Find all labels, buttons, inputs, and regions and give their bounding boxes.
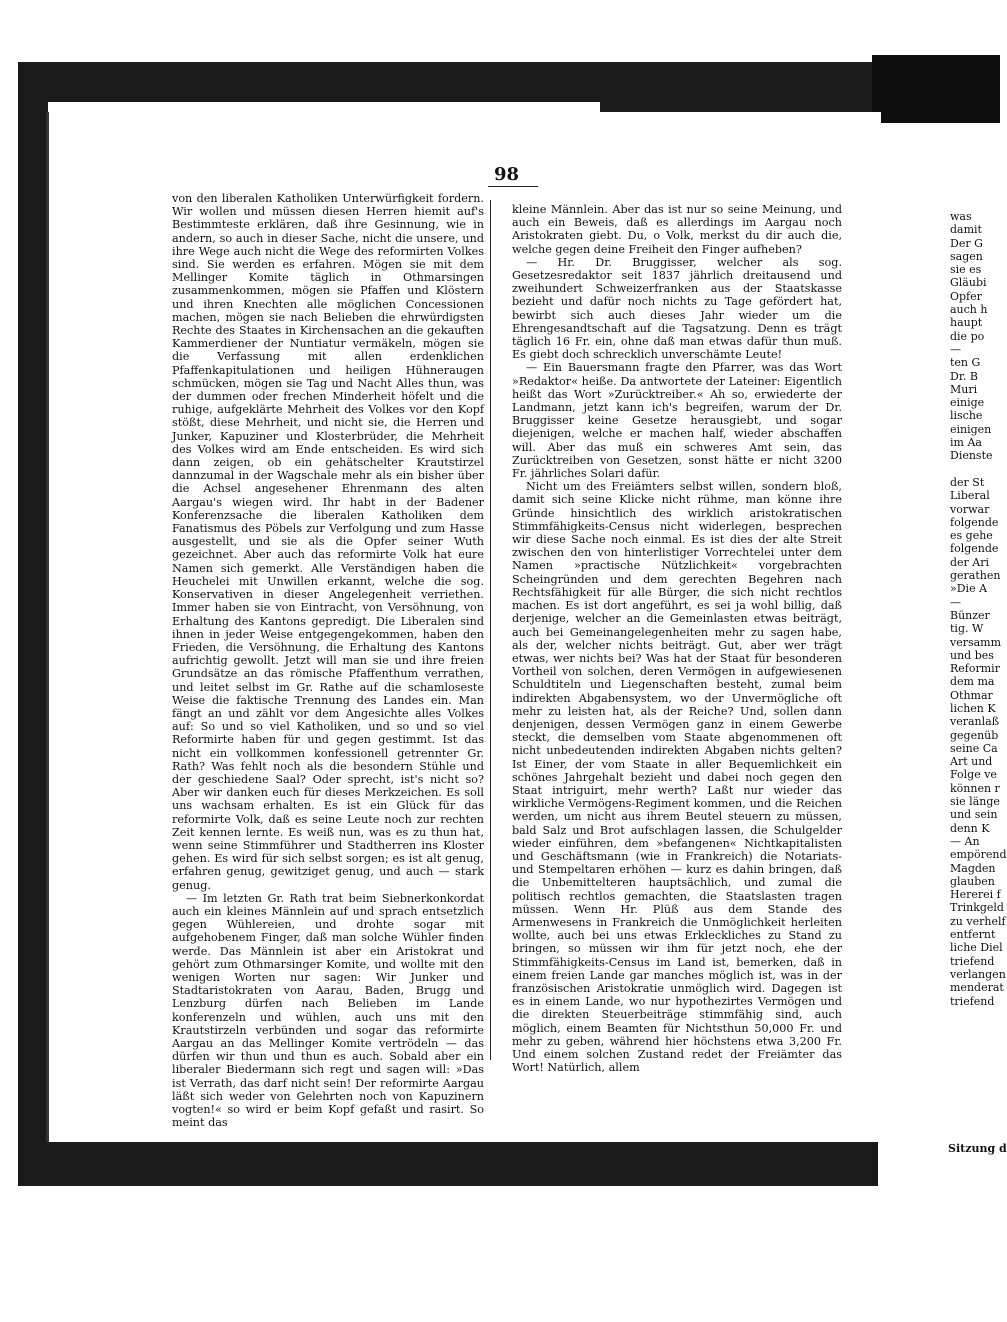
fragment-line: Opfer (950, 289, 982, 303)
scan-border-bottom (18, 1138, 878, 1186)
fragment-line: gerathen (950, 569, 1001, 583)
fragment-line: lische (950, 409, 983, 423)
fragment-line: seine Ca (950, 741, 998, 755)
scan-border-left (18, 62, 48, 1152)
fragment-line: und sein (950, 808, 998, 822)
fragment-line: haupt (950, 316, 983, 330)
fragment-line: und bes (950, 648, 994, 662)
fragment-line: liche Diel (950, 941, 1003, 955)
fragment-line: Art und (950, 755, 993, 769)
fragment-line: sie länge (950, 795, 1000, 809)
scan-border-top (18, 62, 873, 102)
fragment-line: Dr. B (950, 369, 978, 383)
fragment-line: können r (950, 781, 1000, 795)
fragment-line: »Die A (950, 582, 988, 596)
fragment-line: damit (950, 223, 982, 237)
fragment-line: sie es (950, 263, 982, 277)
fragment-line: triefend (950, 954, 995, 968)
fragment-line: sagen (950, 249, 983, 263)
fragment-line: folgende (950, 542, 999, 556)
paragraph: kleine Männlein. Aber das ist nur so seine Meinung, und auch ein Beweis, daß es allerdings im Aargau noch Aristokraten giebt. Du, o Volk, merkst du dir auch die, welche gegen deine Freiheit den Finger aufheben? (512, 203, 842, 256)
paragraph: — Ein Bauersmann fragte den Pfarrer, was das Wort »Redaktor« heiße. Da antwortete der Lateiner: Eigentlich heißt das Wort »Zurücktreiber.« Ah so, erwiederte der Landmann, jetzt kann ich's begreifen, warum der Dr. Bruggisser keine Gesetze herausgiebt, und sogar diejenigen, welche er machen half, wieder abschaffen will. Aber das muß ein schweres Amt sein, das Zurücktreiben von Gesetzen, sonst hätte er nicht 3200 Fr. jährliches Solari dafür. (512, 361, 842, 481)
fragment-line: folgende (950, 515, 999, 529)
fragment-line: versamm (950, 635, 1002, 649)
fragment-line: Der G (950, 236, 983, 250)
fragment-line: Muri (950, 382, 978, 396)
fragment-line: dem ma (950, 675, 995, 689)
fragment-line: einige (950, 396, 985, 410)
fragment-line: zu verhelf (950, 914, 1006, 928)
fragment-line: Magden (950, 861, 996, 875)
fragment-line: einigen (950, 422, 992, 436)
fragment-line: der Ari (950, 555, 990, 569)
fragment-line: ten G (950, 356, 981, 370)
fragment-line: vorwar (950, 502, 990, 516)
fragment-line: — An (950, 834, 980, 848)
fragment-line: die po (950, 329, 985, 343)
fragment-line: veranlaß (950, 715, 1000, 729)
fragment-line: Othmar (950, 688, 993, 702)
fragment-line: gegenüb (950, 728, 999, 742)
fragment-line: der St (950, 475, 985, 489)
paragraph: von den liberalen Katholiken Unterwürfigkeit fordern. Wir wollen und müssen diesen Herren hiemit auf's Bestimmteste erklären, daß ihre Gesinnung, wie in andern, so auch in dieser Sache, nicht die unsere, und ihre Wege auch nicht die Wege des reformirten Volkes sind. Sie werden es erfahren. Mögen sie mit dem Mellinger Komite täglich in Othmarsingen zusammenkommen, mögen sie Pfaffen und Klöstern und ihren Knechten alle möglichen Concessionen machen, mögen sie nach Belieben die ehrwürdigsten Rechte des Staates in Kirchensachen an die gekauften Kammerdiener der Nuntiatur vermäkeln, mögen sie die Verfassung mit allen erdenklichen Pfaffenkapitulationen und heiligen Hühneraugen schmücken, mögen sie Tag und Nacht Alles thun, was der dummen oder frechen Minderheit höfelt und die ruhige, aufgeklärte Mehrheit des Volkes vor den Kopf stößt, diese Mehrheit, und nicht sie, die Herren und Junker, Kapuziner und Klosterbrüder, die Mehrheit des Volkes wird am Ende entscheiden. Es wird sich dann zeigen, ob ein gehätschelter Krautstirzel dannzumal in der Wagschale mehr als ein bisher über die Achsel angesehener Ehrenmann des alten Aargau's wiegen wird. Ihr habt in der Badener Konferenzsache die liberalen Katholiken dem Fanatismus des Pöbels zur Verfolgung und zum Hasse ausgestellt, und sie als die Opfer seiner Wuth gezeichnet. Aber auch das reformirte Volk hat eure Namen sich gemerkt. Alle Verständigen haben die Heuchelei mit Unwillen erkannt, welche die sog. Konservativen in dieser Angelegenheit verriethen. Immer haben sie von Eintracht, von Versöhnung, von Erhaltung des Kantons gepredigt. Die Liberalen sind ihnen in jeder Weise entgegengekommen, haben den Frieden, die Versöhnung, die Erhaltung des Kantons aufrichtig gewollt. Jetzt will man sie und ihre freien Grundsätze an das römische Pfaffenthum verrathen, und leitet selbst im Gr. Rathe auf die schamloseste Weise die faktische Trennung des Landes ein. Man fängt an und zählt vor dem Angesichte alles Volkes auf: So und so viel Katholiken, und so und so viel Reformirte haben für und gegen gestimmt. Ist das nicht ein vollkommen konfessionell getrennter Gr. Rath? Was fehlt noch als die besondern Stühle und der geschiedene Saal? Oder sprecht, ist's nicht so? Aber wir danken euch für dieses Merkzeichen. Es soll uns wachsam erhalten. Es ist ein Glück für das reformirte Volk, daß es seine Leute noch zur rechten Zeit kennen lernte. Es weiß nun, was es zu thun hat, wenn seine Stimmführer und Stadtherren ins Kloster gehen. Es wird für sich selbst sorgen; es ist alt genug, erfahren genug, gewitziget genug, und auch — stark genug. (172, 192, 484, 892)
paragraph: — Im letzten Gr. Rath trat beim Siebnerkonkordat auch ein kleines Männlein auf und sprach entsetzlich gegen Wühlereien, und drohte sogar mit aufgehobenem Finger, daß man solche Wühler finden werde. Das Männlein ist aber ein Aristokrat und gehört zum Othmarsinger Komite, und wollte mit den wenigen Worten nur sagen: Wir Junker und Stadtaristokraten von Aarau, Baden, Brugg und Lenzburg dürfen nach Belieben im Lande konferenzeln und wühlen, auch uns mit den Krautstirzeln verbünden und sogar das reformirte Aargau an das Mellinger Komite vertrödeln — das dürfen wir thun und thun es auch. Sobald aber ein liberaler Biedermann sich regt und sagen will: »Das ist Verrath, das darf nicht sein! Der reformirte Aargau läßt sich weder von Gelehrten noch von Kapuzinern vogten!« so wird er beim Kopf gefaßt und rasirt. So meint das (172, 891, 484, 1130)
left-column (172, 192, 484, 1129)
fragment-line: verlangen (950, 967, 1006, 981)
fragment-line: — (950, 595, 961, 609)
scan-border-corner (872, 55, 1000, 123)
fragment-line: Trinkgeld (950, 901, 1004, 915)
column-divider (490, 200, 491, 1060)
fragment-line: Dienste (950, 449, 993, 463)
fragment-line: empörend (950, 848, 1007, 862)
fragment-line: Liberal (950, 489, 990, 503)
fragment-line: — (950, 342, 961, 356)
fragment-line: Hererei f (950, 888, 1001, 902)
paragraph: — Hr. Dr. Bruggisser, welcher als sog. Gesetzesredaktor seit 1837 jährlich dreitausend und zweihundert Schweizerfranken aus der Staatskasse bezieht und dafür noch nichts zu Tage gefördert hat, bewirbt sich auch dieses Jahr wieder um die Ehrengesandtschaft auf die Tagsatzung. Denn es trägt täglich 16 Fr. ein, ohne daß man etwas dafür thun muß. Es giebt doch schrecklich unverschämte Leute! (512, 255, 842, 362)
paragraph: Nicht um des Freiämters selbst willen, sondern bloß, damit sich seine Klicke nicht rühme, man könne ihre Gründe hinsichtlich des wirklich aristokratischen Stimmfähigkeits-Census nicht widerlegen, besprechen wir diese Sache noch einmal. Es ist dies der alte Streit zwischen den von hinterlistiger Vorrechtelei unter dem Namen »practische Nützlichkeit« vorgebrachten Scheingründen und dem gerechten Begehren nach Rechtsfähigkeit für alle Bürger, die sich nicht rechtlos machen. Es ist dort angeführt, es sei ja wohl billig, daß derjenige, welcher an die Gemeinlasten etwas beiträgt, auch bei Gemeinangelegenheiten mehr zu sagen habe, als der, welcher nichts beiträgt. Gut, aber wer trägt etwas, wer nichts bei? Was hat der Staat für besonderen Vortheil von solchen, deren Vermögen in aufgewiesenen Schuldtiteln und Liegenschaften besteht, zumal beim indirekten Abgabensystem, wo der Unvermögliche oft mehr zu leisten hat, als der Reiche? Und, sollen dann denjenigen, dessen Vermögen ganz in einem Gewerbe steckt, die demselben vom Staate abgenommenen oft nicht unbedeutenden indirekten Abgaben nichts gelten? Ist Einer, der vom Staate in aller Bequemlichkeit ein schönes Jahrgehalt bezieht und dabei noch gegen den Staat intriguirt, mehr werth? Laßt nur wieder das wirkliche Vermögens-Regiment kommen, und die Reichen werden, um nicht aus ihrem Beutel steuern zu müssen, bald Salz und Brot aufschlagen lassen, die Schulgelder wieder einführen, dem »befangenen« Nichtkapitalisten und Geschäftsmann (wie in Frankreich) die Notariats- und Stempeltaren erhöhen — kurz es dahin bringen, daß die Unbemittelteren hauptsächlich, und zumal die politisch rechtlos gemachten, die Staatslasten tragen müssen. Wenn Hr. Plüß aus dem Stande des Armenwesens in Frankreich die Unmöglichkeit herleiten wollte, auch bei uns etwas Erkleckliches zu Stand zu bringen, so müssen wir ihm für jetzt noch, ehe der Stimmfähigkeits-Census im Land ist, bemerken, daß in einem freien Lande gar manches möglich ist, was in der französischen Aristokratie unmöglich wird. Dagegen ist es in einem Lande, wo nur hypothezirtes Vermögen und die direkten Steuerbeiträge stimmfähig sind, auch möglich, einem Beamten für Nichtsthun 50,000 Fr. und mehr zu geben, während hier höchstens etwa 3,200 Fr. Und einem solchen Zustand redet der Freiämter das Wort! Natürlich, allem (512, 480, 842, 1075)
fragment-line: denn K (950, 821, 990, 835)
fragment-line: tig. W (950, 622, 984, 636)
fragment-line: Folge ve (950, 768, 997, 782)
fragment-line: Gläubi (950, 276, 987, 290)
fragment-line: entfernt (950, 928, 996, 942)
fragment-line: Reformir (950, 662, 1000, 676)
fragment-line: triefend (950, 994, 995, 1008)
fragment-line: es gehe (950, 529, 993, 543)
fragment-line: lichen K (950, 701, 996, 715)
fragment-line: menderat (950, 981, 1004, 995)
fragment-line: auch h (950, 303, 988, 317)
adjacent-page-fragment (950, 210, 1007, 1008)
adjacent-page-footer: Sitzung d (948, 1142, 1007, 1155)
fragment-line: im Aa (950, 436, 982, 450)
page-number-rule (488, 186, 538, 187)
fragment-line: was (950, 210, 972, 223)
page-number: 98 (494, 164, 520, 185)
fragment-line (950, 463, 1000, 476)
right-column (512, 203, 842, 1074)
fragment-line: Bünzer (950, 608, 990, 622)
fragment-line: glauben (950, 874, 995, 888)
